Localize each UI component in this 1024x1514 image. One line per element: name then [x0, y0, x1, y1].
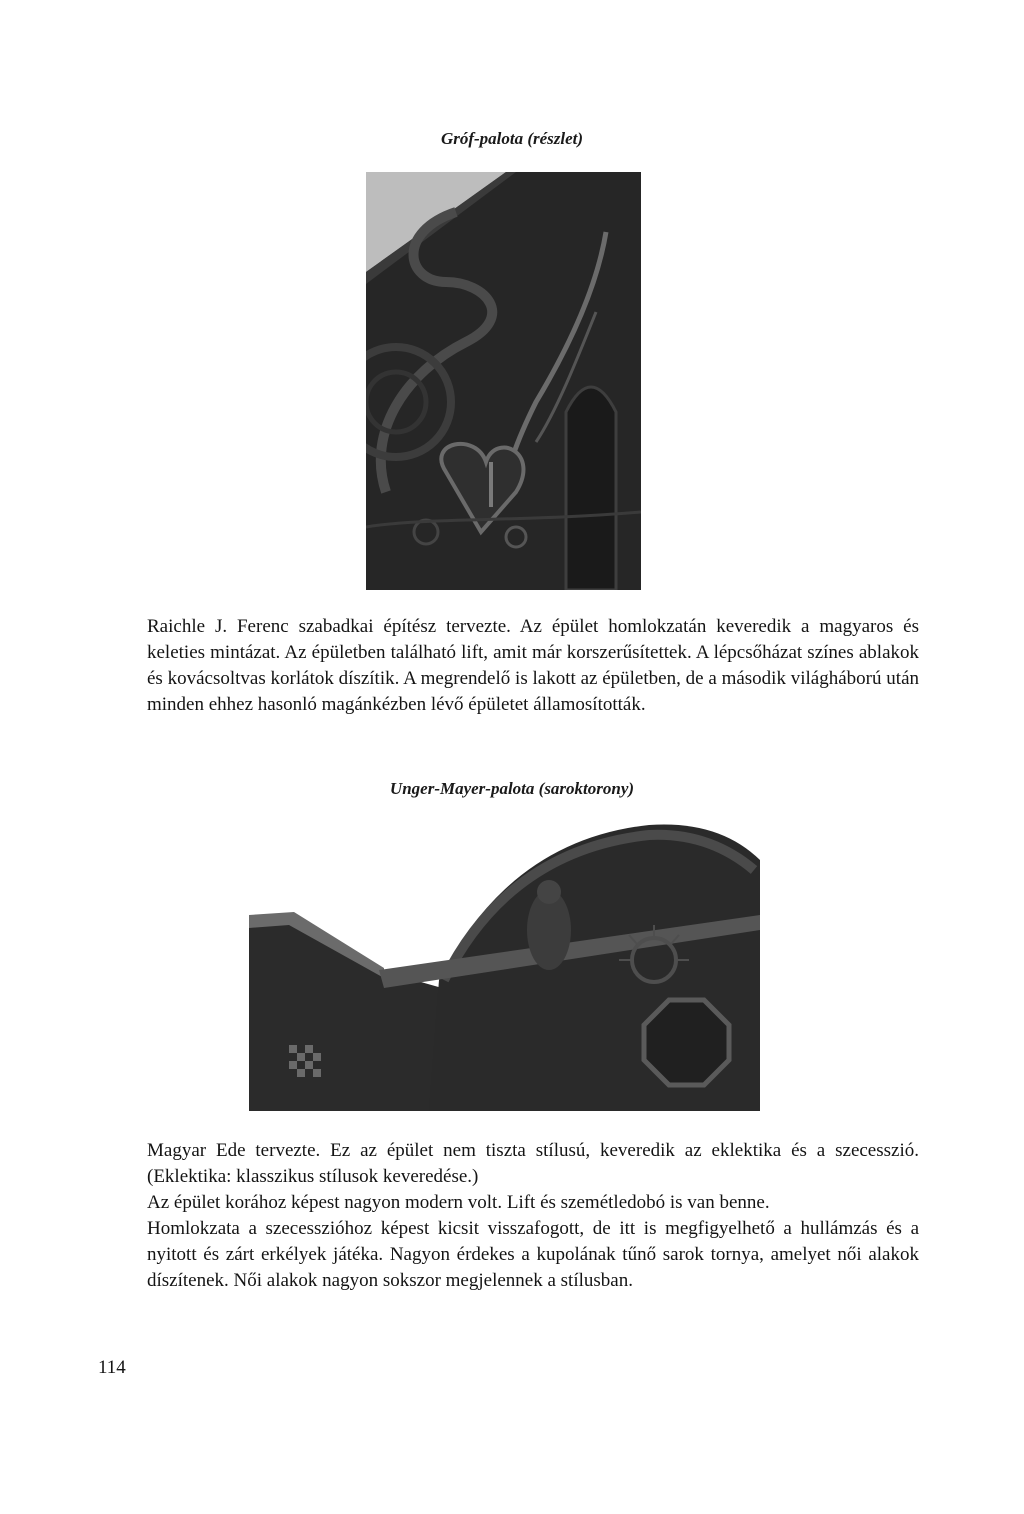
tower-dome-image — [249, 820, 760, 1111]
photo-grof-palota-detail — [366, 172, 641, 590]
figure-caption-unger-mayer-palota: Unger-Mayer-palota (saroktorony) — [389, 779, 635, 798]
paragraph-line-1: Magyar Ede tervezte. Ez az épület nem tiszta stílusú, keveredik az eklektika és a szecesszió. (Eklektika: klasszikus stílusok keveredése.) — [147, 1140, 919, 1187]
figure-caption-grof-palota: Gróf-palota (részlet) — [440, 129, 584, 148]
facade-ornament-image — [366, 172, 641, 590]
page-number: 114 — [98, 1357, 126, 1378]
paragraph-grof-palota: Raichle J. Ferenc szabadkai építész tervezte. Az épület homlokzatán keveredik a magyaros és keleties mintázat. Az épületben található lift, amit már korszerűsítettek. A lépcsőházat színes ablakok és kovácsoltvas korlátok díszítik. A megrendelő is lakott az épületben, de a második világháború után minden ehhez hasonló magánkézben lévő épületet államosították. — [147, 616, 919, 715]
paragraph-unger-mayer-palota — [147, 1138, 919, 1294]
photo-unger-mayer-tower — [249, 820, 760, 1111]
paragraph-line-2: Az épület korához képest nagyon modern volt. Lift és szemétledobó is van benne. — [147, 1192, 770, 1213]
paragraph-line-3: Homlokzata a szecesszióhoz képest kicsit visszafogott, de itt is megfigyelhető a hullámzás és a nyitott és zárt erkélyek játéka. Nagyon érdekes a kupolának tűnő sarok tornya, amelyet női alakok díszítenek. Női alakok nagyon sokszor megjelennek a stílusban. — [147, 1218, 919, 1291]
